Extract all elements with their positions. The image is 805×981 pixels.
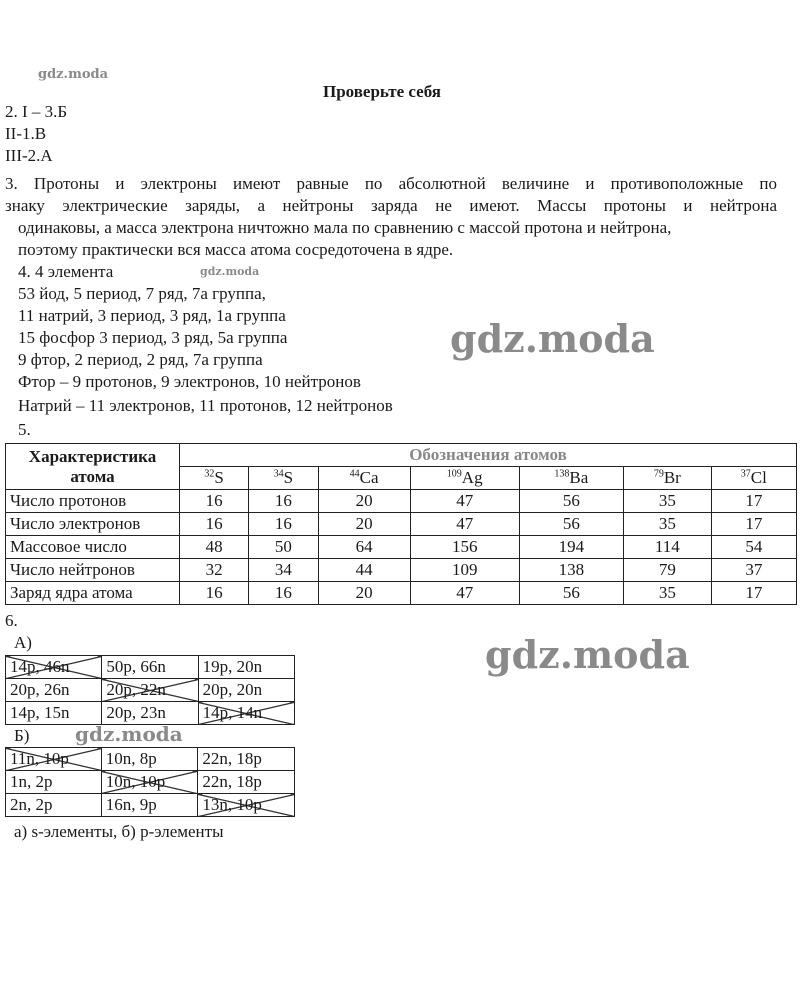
- row-label: Массовое число: [6, 536, 180, 559]
- atom-symbol: [318, 467, 410, 490]
- part-b-label: Б): [14, 726, 30, 745]
- cell: 56: [519, 513, 623, 536]
- table-row: [6, 536, 797, 559]
- nucleus-cell: 22n, 18p: [198, 748, 295, 771]
- element-symbol: Cl: [750, 468, 767, 487]
- nucleus-cell: 20p, 20n: [198, 679, 294, 702]
- table-row: [6, 490, 797, 513]
- cell: 114: [624, 536, 712, 559]
- text-line: 2. I – 3.Б: [5, 102, 68, 121]
- part-a-table: [5, 655, 295, 725]
- mass-number: 79: [653, 468, 664, 480]
- text-line: 5.: [18, 420, 31, 439]
- table-row: [6, 702, 295, 725]
- corner-header: Характеристика атома: [6, 444, 180, 490]
- part-b-table: [5, 747, 295, 817]
- nucleus-cell: 11n, 10p: [6, 748, 102, 771]
- cell: 56: [519, 490, 623, 513]
- element-symbol: Ca: [359, 468, 379, 487]
- watermark: gdz.moda: [485, 632, 690, 677]
- part-a-label: А): [14, 633, 32, 652]
- text-line: 4. 4 элемента: [18, 262, 114, 281]
- nucleus-cell: 14p, 15n: [6, 702, 102, 725]
- text-line: 15 фосфор 3 период, 3 ряд, 5а группа: [18, 328, 288, 347]
- row-label: Число электронов: [6, 513, 180, 536]
- cell: 35: [624, 582, 712, 605]
- question-6-label: 6.: [5, 611, 18, 630]
- cell: 44: [318, 559, 410, 582]
- element-symbol: S: [283, 468, 294, 487]
- nucleus-cell: 10n, 10p: [101, 771, 198, 794]
- table-row: [6, 582, 797, 605]
- cell: 50: [249, 536, 318, 559]
- element-symbol: Br: [663, 468, 681, 487]
- cell: 17: [711, 582, 796, 605]
- row-label: Число протонов: [6, 490, 180, 513]
- text-line: II-1.В: [5, 124, 47, 143]
- cell: 56: [519, 582, 623, 605]
- cell: 64: [318, 536, 410, 559]
- nucleus-cell: 22n, 18p: [198, 771, 295, 794]
- atom-symbol: [180, 467, 249, 490]
- cell: 109: [410, 559, 519, 582]
- watermark: gdz.moda: [38, 67, 109, 82]
- cell: 32: [180, 559, 249, 582]
- cell: 16: [180, 513, 249, 536]
- nucleus-cell: 50p, 66n: [102, 656, 198, 679]
- table-row: [6, 748, 295, 771]
- nucleus-cell: 20p, 23n: [102, 702, 198, 725]
- page-title: Проверьте себя: [323, 82, 441, 101]
- mass-number: 138: [554, 468, 570, 480]
- table-row: [6, 794, 295, 817]
- element-symbol: S: [214, 468, 224, 487]
- cell: 37: [711, 559, 796, 582]
- cell: 48: [180, 536, 249, 559]
- nucleus-cell: 20p, 22n: [102, 679, 198, 702]
- text-line: 11 натрий, 3 период, 3 ряд, 1а группа: [18, 306, 286, 325]
- table-row: [6, 559, 797, 582]
- text-line: Фтор – 9 протонов, 9 электронов, 10 нейтронов: [18, 372, 361, 391]
- cell: 20: [318, 490, 410, 513]
- table-row: [6, 771, 295, 794]
- table-row: [6, 656, 295, 679]
- cell: 138: [519, 559, 623, 582]
- watermark: gdz.moda: [200, 265, 260, 278]
- element-symbol: Ag: [461, 468, 483, 487]
- cell: 35: [624, 490, 712, 513]
- cell: 16: [180, 490, 249, 513]
- table-header-row: [6, 444, 797, 467]
- cell: 16: [249, 513, 318, 536]
- text-line: Натрий – 11 электронов, 11 протонов, 12 нейтронов: [18, 396, 393, 415]
- text-line: 9 фтор, 2 период, 2 ряд, 7а группа: [18, 350, 263, 369]
- cell: 16: [249, 582, 318, 605]
- cell: 34: [249, 559, 318, 582]
- cell: 47: [410, 582, 519, 605]
- atom-symbol: [249, 467, 318, 490]
- text-line: поэтому практически вся масса атома сосредоточена в ядре.: [18, 240, 454, 259]
- cell: 20: [318, 582, 410, 605]
- cell: 17: [711, 490, 796, 513]
- atom-symbol: [624, 467, 712, 490]
- table-row: [6, 679, 295, 702]
- atoms-table: [5, 443, 797, 605]
- cell: 47: [410, 513, 519, 536]
- text-line: одинаковы, а масса электрона ничтожно мала по сравнению с массой протона и нейтрона,: [18, 218, 672, 237]
- cell: 54: [711, 536, 796, 559]
- text-line: 53 йод, 5 период, 7 ряд, 7а группа,: [18, 284, 266, 303]
- mass-number: 109: [446, 468, 462, 480]
- nucleus-cell: 14p, 46n: [6, 656, 102, 679]
- nucleus-cell: 10n, 8p: [101, 748, 198, 771]
- cell: 194: [519, 536, 623, 559]
- atom-symbol: [410, 467, 519, 490]
- watermark: gdz.moda: [75, 722, 183, 746]
- nucleus-cell: 1n, 2p: [6, 771, 102, 794]
- text-line: III-2.А: [5, 146, 53, 165]
- nucleus-cell: 20p, 26n: [6, 679, 102, 702]
- atom-symbol: [519, 467, 623, 490]
- final-answer: а) s-элементы, б) p-элементы: [14, 822, 224, 841]
- row-label: Число нейтронов: [6, 559, 180, 582]
- nucleus-cell: 19p, 20n: [198, 656, 294, 679]
- cell: 35: [624, 513, 712, 536]
- mass-number: 34: [273, 468, 284, 480]
- cell: 17: [711, 513, 796, 536]
- cell: 79: [624, 559, 712, 582]
- text-line: знаку электрические заряды, а нейтроны заряда не имеют. Массы протоны и нейтрона: [5, 196, 777, 215]
- atom-symbol: [711, 467, 796, 490]
- nucleus-cell: 13n, 10p: [198, 794, 295, 817]
- nucleus-cell: 14p, 14n: [198, 702, 294, 725]
- cell: 156: [410, 536, 519, 559]
- nucleus-cell: 16n, 9p: [101, 794, 198, 817]
- mass-number: 37: [740, 468, 751, 480]
- mass-number: 44: [349, 468, 360, 480]
- cell: 47: [410, 490, 519, 513]
- table-row: [6, 513, 797, 536]
- element-symbol: Ba: [569, 468, 589, 487]
- group-header: Обозначения атомов: [180, 444, 797, 467]
- cell: 16: [180, 582, 249, 605]
- cell: 16: [249, 490, 318, 513]
- text-line: 3. Протоны и электроны имеют равные по абсолютной величине и противоположные по: [5, 174, 777, 193]
- cell: 20: [318, 513, 410, 536]
- watermark: gdz.moda: [450, 316, 655, 361]
- nucleus-cell: 2n, 2p: [6, 794, 102, 817]
- row-label: Заряд ядра атома: [6, 582, 180, 605]
- mass-number: 32: [204, 468, 215, 480]
